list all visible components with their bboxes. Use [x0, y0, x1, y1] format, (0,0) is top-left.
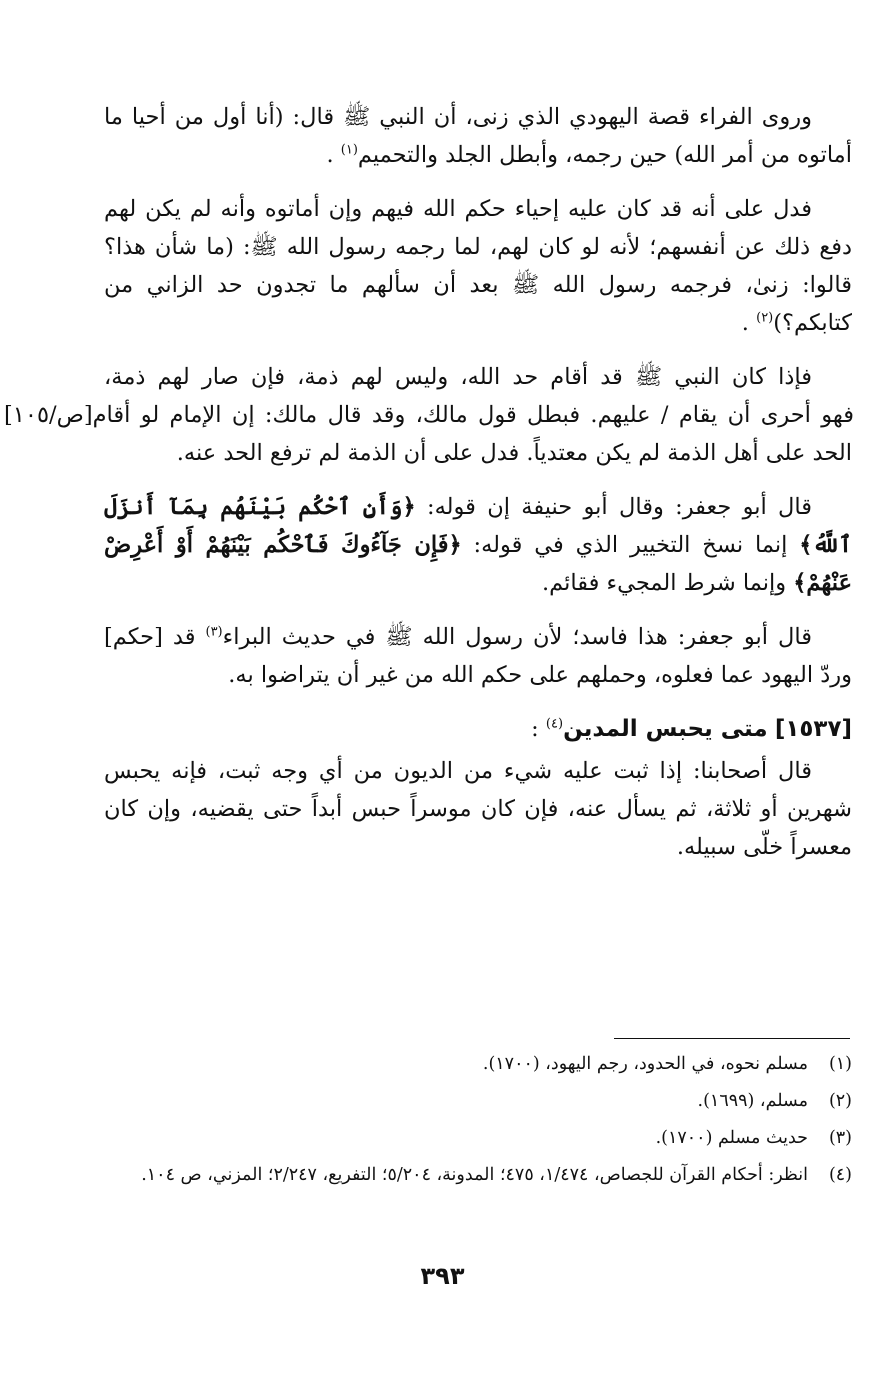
paragraph-6-text: قال أصحابنا: إذا ثبت عليه شيء من الديون من أي وجه ثبت، فإنه يحبس شهرين أو ثلاثة، ثم يسأل عنه، فإن كان موسراً حبس أبداً حتى يقضيه، وإن كان معسراً خلّى سبيله.	[104, 758, 852, 860]
paragraph-5-part-1: قال أبو جعفر: هذا فاسد؛ لأن رسول الله ﷺ في حديث البراء	[222, 624, 812, 650]
paragraph-5-part-2: قد [حكم] وردّ اليهود عما فعلوه، وحملهم على حكم الله من غير أن يتراضوا به.	[104, 624, 852, 688]
paragraph-3-line-2	[4, 396, 854, 434]
paragraph-5	[104, 618, 852, 694]
paragraph-1-end: .	[326, 142, 334, 168]
footnote-text: مسلم نحوه، في الحدود، رجم اليهود، (١٧٠٠).	[482, 1054, 808, 1074]
footnote-text: انظر: أحكام القرآن للجصاص، ١/٤٧٤، ٤٧٥؛ المدونة، ٥/٢٠٤؛ التفريع، ٢/٢٤٧؛ المزني، ص ١٠٤.	[141, 1165, 808, 1185]
page-reference: [ص/١٠٥]	[4, 402, 93, 428]
footnote-number: (٣)	[828, 1128, 852, 1148]
footnote-text: مسلم، (١٦٩٩).	[697, 1091, 808, 1111]
paragraph-4	[104, 488, 852, 602]
paragraph-1-text: وروى الفراء قصة اليهودي الذي زنى، أن النبي ﷺ قال: (أنا أول من أحيا ما أماتوه من أمر الله) حين رجمه، وأبطل الجلد والتحميم	[104, 104, 852, 168]
paragraph-1	[104, 98, 852, 174]
main-text	[4, 98, 854, 882]
section-title: متى يحبس المدين	[563, 716, 768, 742]
footnote-text: حديث مسلم (١٧٠٠).	[655, 1128, 808, 1148]
section-number: [١٥٣٧]	[774, 716, 852, 742]
section-heading-end: :	[531, 716, 539, 742]
page-number: ٣٩٣	[420, 1262, 465, 1290]
paragraph-6	[104, 752, 852, 866]
paragraph-3-line-3: الحد على أهل الذمة لم يكن معتدياً. فدل على أن الذمة لم ترفع الحد عنه.	[176, 440, 852, 466]
quran-verse-2: ﴿فَإِن جَآءُوكَ فَٱحْكُم بَيْنَهُمْ أَوْ أَعْرِضْ عَنْهُمْ﴾	[104, 532, 852, 596]
footnote-number: (١)	[828, 1054, 852, 1074]
paragraph-3	[4, 358, 854, 472]
paragraph-2	[104, 190, 852, 342]
footnote-ref-4: (٤)	[545, 716, 564, 732]
footnote-number: (٤)	[828, 1165, 852, 1185]
footnote-separator	[614, 1038, 850, 1039]
paragraph-4-part-1: قال أبو جعفر: وقال أبو حنيفة إن قوله:	[427, 494, 812, 520]
paragraph-4-part-3: وإنما شرط المجيء فقائم.	[541, 570, 787, 596]
paragraph-2-end: .	[741, 310, 749, 336]
paragraph-3-line-1: فإذا كان النبي ﷺ قد أقام حد الله، وليس لهم ذمة، فإن صار لهم ذمة،	[104, 364, 812, 390]
paragraph-4-part-2: إنما نسخ التخيير الذي في قوله:	[473, 532, 788, 558]
quran-verse-1: ﴿وَأَنِ ٱحْكُم بَيْنَهُم بِمَآ أَنزَلَ ٱللَّهُ﴾	[104, 494, 853, 558]
paragraph-2-text: فدل على أنه قد كان عليه إحياء حكم الله فيهم وإن أماتوه وأنه لم يكن لهم دفع ذلك عن أنفسهم؛ لأنه لو كان لهم، لما رجمه رسول الله ﷺ: (ما شأن هذا؟ قالوا: زنىٰ، فرجمه رسول الله ﷺ بعد أن سألهم ما تجدون حد الزاني من كتابكم؟)	[104, 196, 852, 336]
footnote-3	[104, 1120, 852, 1157]
footnote-ref-3: (٣)	[205, 624, 223, 640]
footnote-1	[104, 1046, 852, 1083]
footnote-ref-2: (٢)	[756, 310, 774, 326]
paragraph-3-line-2-text: فهو أحرى أن يقام / عليهم. فبطل قول مالك، وقد قال مالك: إن الإمام لو أقام	[92, 402, 854, 428]
footnote-2	[104, 1083, 852, 1120]
footnote-4	[104, 1157, 852, 1194]
footnote-ref-1: (١)	[340, 142, 358, 158]
section-heading	[104, 710, 852, 748]
footnotes	[104, 1046, 852, 1194]
footnote-number: (٢)	[828, 1091, 852, 1111]
